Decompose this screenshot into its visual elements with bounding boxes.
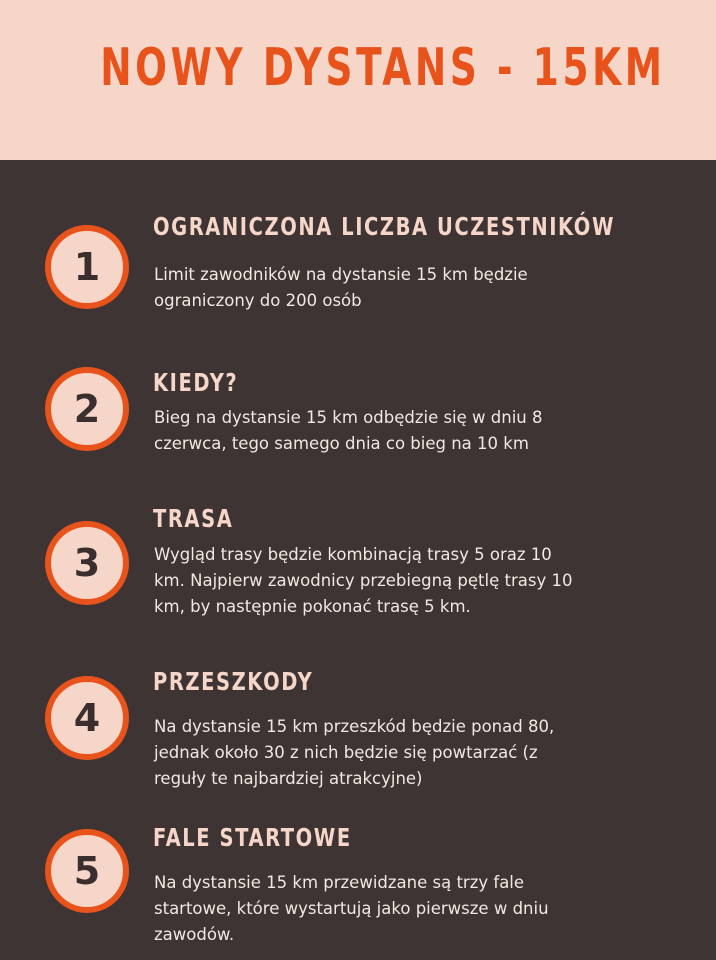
number-badge-3: 3 (45, 521, 129, 605)
number-badge-2: 2 (45, 367, 129, 451)
header-banner (0, 0, 716, 160)
number-badge-5: 5 (45, 829, 129, 913)
item-text-1: Limit zawodników na dystansie 15 km będzie ograniczony do 200 osób (154, 265, 528, 310)
item-text-5: Na dystansie 15 km przewidzane są trzy fale startowe, które wystartują jako pierwsze w dniu zawodów. (154, 873, 549, 944)
item-text-2: Bieg na dystansie 15 km odbędzie się w dniu 8 czerwca, tego samego dnia co bieg na 10 km (154, 408, 543, 453)
item-text-3: Wygląd trasy będzie kombinacją trasy 5 oraz 10 km. Najpierw zawodnicy przebiegną pętlę trasy 10 km, by następnie pokonać trasę 5 km. (154, 545, 573, 616)
item-heading-2: KIEDY? (153, 368, 239, 397)
item-heading-3: TRASA (153, 504, 234, 533)
page-title: NOWY DYSTANS - 15KM (100, 38, 666, 98)
item-heading-5: FALE STARTOWE (153, 823, 352, 852)
number-badge-4: 4 (45, 676, 129, 760)
item-heading-1: OGRANICZONA LICZBA UCZESTNIKÓW (153, 212, 616, 241)
item-text-4: Na dystansie 15 km przeszkód będzie ponad 80, jednak około 30 z nich będzie się powtarzać (z reguły te najbardziej atrakcyjne) (154, 717, 555, 788)
item-heading-4: PRZESZKODY (153, 667, 314, 696)
number-badge-1: 1 (45, 225, 129, 309)
